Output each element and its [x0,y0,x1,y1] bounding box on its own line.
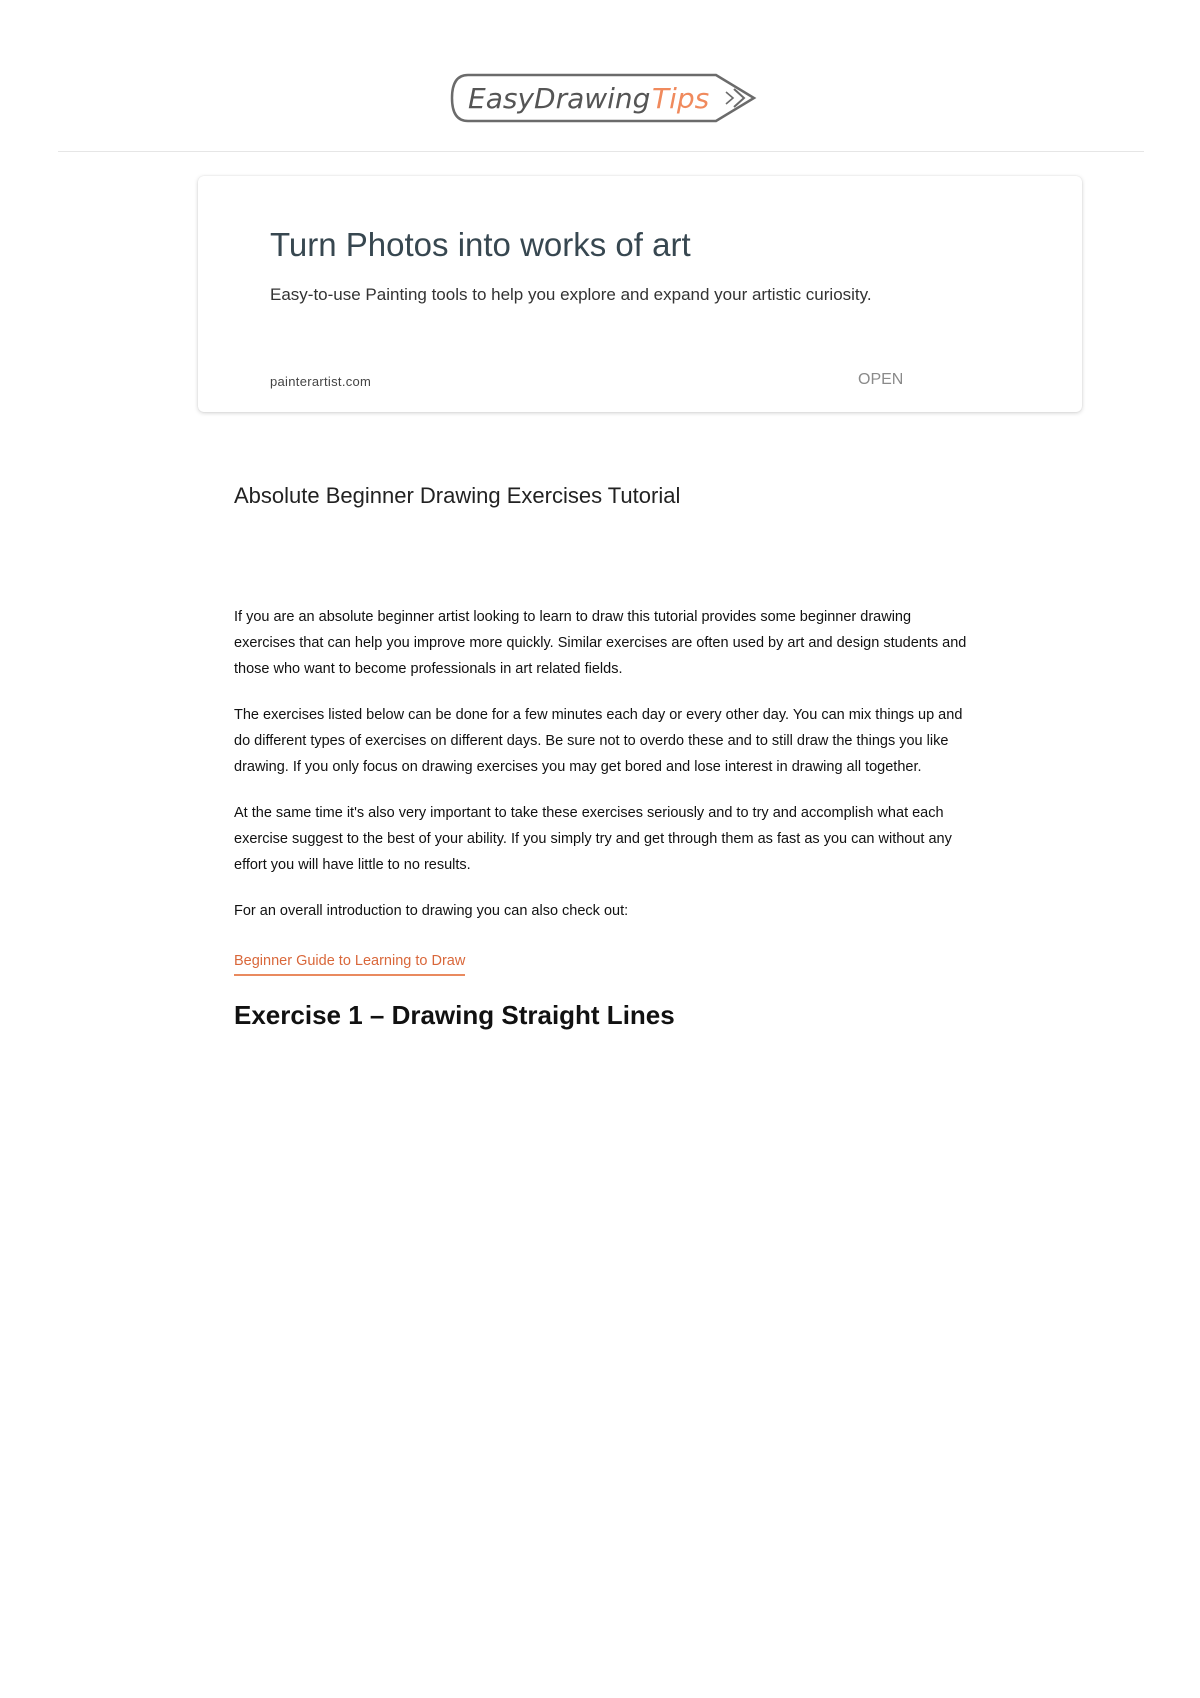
beginner-guide-link[interactable]: Beginner Guide to Learning to Draw [234,948,465,976]
article-body [234,604,974,1032]
article-header [234,480,974,512]
paragraph: The exercises listed below can be done for a few minutes each day or every other day. You can mix things up and do different types of exercises on different days. Be sure not to overdo these and to still draw the things you like drawing. If you only focus on drawing exercises you may get bored and lose interest in drawing all together. [234,707,963,775]
header-divider [58,151,1144,152]
paragraph: At the same time it's also very important to take these exercises seriously and to try and accomplish what each exercise suggest to the best of your ability. If you simply try and get through them as fast as you can without any effort you will have little to no results. [234,805,952,873]
ad-domain: painterartist.com [270,374,372,389]
site-logo[interactable] [448,72,758,124]
ad-card[interactable] [198,176,1082,412]
site-header [0,0,1200,152]
logo-text-accent: Tips [652,82,710,115]
ad-title[interactable]: Turn Photos into works of art [270,226,691,263]
paragraph: For an overall introduction to drawing you can also check out: [234,903,629,919]
logo-text-primary: EasyDrawing [468,82,651,115]
logo-badge-icon [448,72,758,124]
paragraph: If you are an absolute beginner artist looking to learn to draw this tutorial provides some beginner drawing exercises that can help you improve more quickly. Similar exercises are often used by art and design students and those who want to become professionals in art related fields. [234,609,967,677]
page-title: Absolute Beginner Drawing Exercises Tutorial [234,483,681,508]
ad-description: Easy-to-use Painting tools to help you explore and expand your artistic curiosity. [270,285,872,304]
ad-open-button[interactable]: OPEN [858,371,904,388]
section-heading: Exercise 1 – Drawing Straight Lines [234,1000,675,1030]
